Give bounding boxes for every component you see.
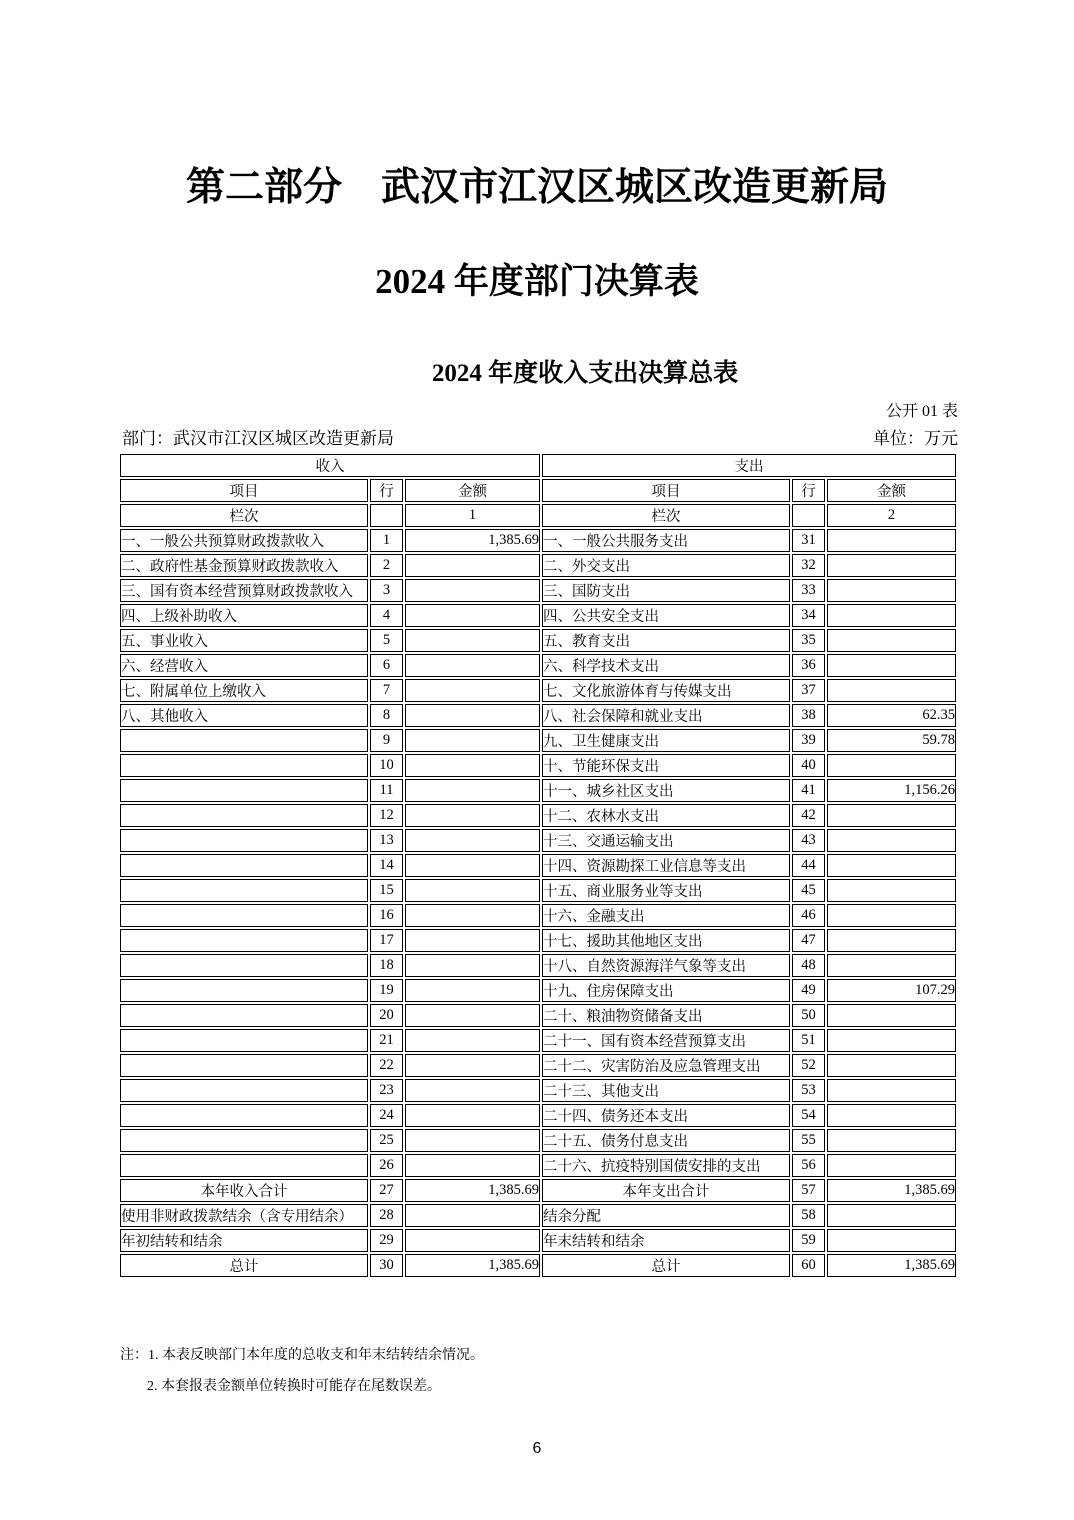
page-number: 6 bbox=[532, 1440, 542, 1457]
table-code-label: 公开 01 表 bbox=[885, 403, 958, 420]
expense-item-cell: 十二、农林水支出 bbox=[542, 804, 790, 827]
income-amount-cell bbox=[405, 1104, 540, 1127]
income-row-no-cell: 7 bbox=[370, 679, 403, 702]
table-row bbox=[120, 704, 956, 727]
expense-item-cell: 八、社会保障和就业支出 bbox=[542, 704, 790, 727]
table-row bbox=[120, 1129, 956, 1152]
income-row-no-cell: 11 bbox=[370, 779, 403, 802]
unit-label: 单位：万元 bbox=[873, 429, 958, 448]
table-row bbox=[120, 954, 956, 977]
expense-amount-cell bbox=[827, 1154, 956, 1177]
income-amount-cell bbox=[405, 1204, 540, 1227]
expense-amount-cell bbox=[827, 754, 956, 777]
income-item-cell bbox=[120, 1104, 368, 1127]
income-amount-cell bbox=[405, 554, 540, 577]
income-item-cell bbox=[120, 1154, 368, 1177]
income-amount-cell bbox=[405, 854, 540, 877]
table-row bbox=[120, 529, 956, 552]
notes bbox=[120, 1349, 958, 1394]
table-row bbox=[120, 629, 956, 652]
expense-group-header: 支出 bbox=[542, 454, 956, 477]
expense-amount-cell bbox=[827, 904, 956, 927]
table-row bbox=[120, 1029, 956, 1052]
expense-item-cell: 一、一般公共服务支出 bbox=[542, 529, 790, 552]
income-row-no-cell: 18 bbox=[370, 954, 403, 977]
expense-item-cell: 四、公共安全支出 bbox=[542, 604, 790, 627]
table-row bbox=[120, 779, 956, 802]
income-amount-cell bbox=[405, 654, 540, 677]
income-row-no-cell: 5 bbox=[370, 629, 403, 652]
income-row-no-cell: 24 bbox=[370, 1104, 403, 1127]
income-item-cell: 使用非财政拨款结余（含专用结余） bbox=[120, 1204, 368, 1227]
income-col-index-no: 1 bbox=[405, 504, 540, 527]
expense-col-index-label: 栏次 bbox=[542, 504, 790, 527]
table-row bbox=[120, 679, 956, 702]
expense-amount-cell bbox=[827, 804, 956, 827]
expense-amount-cell bbox=[827, 654, 956, 677]
income-item-cell: 八、其他收入 bbox=[120, 704, 368, 727]
expense-item-cell: 五、教育支出 bbox=[542, 629, 790, 652]
income-amount-cell bbox=[405, 1229, 540, 1252]
income-item-cell: 总计 bbox=[120, 1254, 368, 1277]
expense-amount-cell: 1,385.69 bbox=[827, 1179, 956, 1202]
income-col-index-rowno bbox=[370, 504, 403, 527]
expense-row-no-cell: 60 bbox=[792, 1254, 825, 1277]
expense-amount-cell bbox=[827, 679, 956, 702]
table-row bbox=[120, 854, 956, 877]
expense-row-no-header: 行 bbox=[792, 479, 825, 502]
expense-item-cell: 六、科学技术支出 bbox=[542, 654, 790, 677]
income-item-header: 项目 bbox=[120, 479, 368, 502]
income-amount-cell bbox=[405, 1129, 540, 1152]
expense-row-no-cell: 49 bbox=[792, 979, 825, 1002]
expense-amount-cell bbox=[827, 1004, 956, 1027]
table-title-wrap bbox=[0, 353, 1074, 389]
income-item-cell bbox=[120, 779, 368, 802]
income-item-cell bbox=[120, 904, 368, 927]
expense-item-cell: 十八、自然资源海洋气象等支出 bbox=[542, 954, 790, 977]
income-amount-cell bbox=[405, 579, 540, 602]
expense-row-no-cell: 46 bbox=[792, 904, 825, 927]
expense-row-no-cell: 54 bbox=[792, 1104, 825, 1127]
expense-amount-cell bbox=[827, 1129, 956, 1152]
expense-amount-cell bbox=[827, 554, 956, 577]
income-item-cell: 本年收入合计 bbox=[120, 1179, 368, 1202]
expense-amount-cell bbox=[827, 579, 956, 602]
column-index-row bbox=[120, 504, 956, 527]
income-row-no-cell: 4 bbox=[370, 604, 403, 627]
income-item-cell bbox=[120, 929, 368, 952]
income-amount-cell bbox=[405, 1154, 540, 1177]
income-amount-cell bbox=[405, 804, 540, 827]
expense-row-no-cell: 31 bbox=[792, 529, 825, 552]
table-row bbox=[120, 979, 956, 1002]
income-amount-cell bbox=[405, 1029, 540, 1052]
table-row bbox=[120, 1004, 956, 1027]
expense-amount-cell bbox=[827, 1054, 956, 1077]
income-amount-cell: 1,385.69 bbox=[405, 529, 540, 552]
income-amount-cell bbox=[405, 729, 540, 752]
income-amount-cell bbox=[405, 1004, 540, 1027]
expense-amount-header: 金额 bbox=[827, 479, 956, 502]
table-row bbox=[120, 929, 956, 952]
table-row bbox=[120, 1229, 956, 1252]
expense-row-no-cell: 48 bbox=[792, 954, 825, 977]
table-row bbox=[120, 1204, 956, 1227]
income-row-no-cell: 13 bbox=[370, 829, 403, 852]
expense-item-cell: 二十二、灾害防治及应急管理支出 bbox=[542, 1054, 790, 1077]
expense-row-no-cell: 47 bbox=[792, 929, 825, 952]
note-2: 2. 本套报表金额单位转换时可能存在尾数误差。 bbox=[147, 1379, 441, 1394]
expense-row-no-cell: 40 bbox=[792, 754, 825, 777]
expense-row-no-cell: 56 bbox=[792, 1154, 825, 1177]
expense-row-no-cell: 32 bbox=[792, 554, 825, 577]
income-row-no-cell: 8 bbox=[370, 704, 403, 727]
income-item-cell bbox=[120, 1054, 368, 1077]
income-item-cell: 六、经营收入 bbox=[120, 654, 368, 677]
income-row-no-cell: 22 bbox=[370, 1054, 403, 1077]
income-item-cell: 四、上级补助收入 bbox=[120, 604, 368, 627]
table-row bbox=[120, 554, 956, 577]
expense-row-no-cell: 34 bbox=[792, 604, 825, 627]
table-row bbox=[120, 579, 956, 602]
income-amount-cell bbox=[405, 604, 540, 627]
income-amount-cell bbox=[405, 1079, 540, 1102]
expense-item-cell: 年末结转和结余 bbox=[542, 1229, 790, 1252]
income-item-cell bbox=[120, 1129, 368, 1152]
income-row-no-cell: 12 bbox=[370, 804, 403, 827]
expense-row-no-cell: 45 bbox=[792, 879, 825, 902]
income-row-no-cell: 27 bbox=[370, 1179, 403, 1202]
income-group-header: 收入 bbox=[120, 454, 540, 477]
income-amount-cell bbox=[405, 929, 540, 952]
income-item-cell: 二、政府性基金预算财政拨款收入 bbox=[120, 554, 368, 577]
table-title: 2024 年度收入支出决算总表 bbox=[431, 360, 739, 387]
expense-row-no-cell: 51 bbox=[792, 1029, 825, 1052]
income-row-no-cell: 9 bbox=[370, 729, 403, 752]
expense-row-no-cell: 50 bbox=[792, 1004, 825, 1027]
expense-amount-cell: 62.35 bbox=[827, 704, 956, 727]
income-row-no-cell: 10 bbox=[370, 754, 403, 777]
expense-amount-cell bbox=[827, 854, 956, 877]
income-row-no-cell: 21 bbox=[370, 1029, 403, 1052]
expense-row-no-cell: 58 bbox=[792, 1204, 825, 1227]
expense-row-no-cell: 57 bbox=[792, 1179, 825, 1202]
income-item-cell bbox=[120, 829, 368, 852]
expense-row-no-cell: 43 bbox=[792, 829, 825, 852]
income-row-no-cell: 17 bbox=[370, 929, 403, 952]
income-item-cell: 五、事业收入 bbox=[120, 629, 368, 652]
expense-row-no-cell: 39 bbox=[792, 729, 825, 752]
expense-item-cell: 七、文化旅游体育与传媒支出 bbox=[542, 679, 790, 702]
expense-row-no-cell: 55 bbox=[792, 1129, 825, 1152]
income-item-cell: 七、附属单位上缴收入 bbox=[120, 679, 368, 702]
accounts-table bbox=[118, 452, 958, 1279]
expense-item-cell: 二十三、其他支出 bbox=[542, 1079, 790, 1102]
expense-item-cell: 十一、城乡社区支出 bbox=[542, 779, 790, 802]
expense-amount-cell: 1,385.69 bbox=[827, 1254, 956, 1277]
table-row bbox=[120, 1079, 956, 1102]
expense-item-cell: 十五、商业服务业等支出 bbox=[542, 879, 790, 902]
income-row-no-cell: 3 bbox=[370, 579, 403, 602]
income-amount-cell: 1,385.69 bbox=[405, 1254, 540, 1277]
income-row-no-cell: 1 bbox=[370, 529, 403, 552]
expense-row-no-cell: 59 bbox=[792, 1229, 825, 1252]
expense-row-no-cell: 35 bbox=[792, 629, 825, 652]
income-row-no-cell: 19 bbox=[370, 979, 403, 1002]
income-amount-cell bbox=[405, 954, 540, 977]
expense-amount-cell bbox=[827, 1079, 956, 1102]
income-item-cell: 一、一般公共预算财政拨款收入 bbox=[120, 529, 368, 552]
expense-item-header: 项目 bbox=[542, 479, 790, 502]
income-item-cell bbox=[120, 1004, 368, 1027]
expense-item-cell: 十七、援助其他地区支出 bbox=[542, 929, 790, 952]
expense-amount-cell bbox=[827, 1104, 956, 1127]
expense-amount-cell bbox=[827, 954, 956, 977]
expense-row-no-cell: 44 bbox=[792, 854, 825, 877]
income-item-cell: 三、国有资本经营预算财政拨款收入 bbox=[120, 579, 368, 602]
income-amount-cell bbox=[405, 904, 540, 927]
group-header-row bbox=[120, 454, 956, 477]
expense-item-cell: 二十四、债务还本支出 bbox=[542, 1104, 790, 1127]
expense-amount-cell bbox=[827, 1229, 956, 1252]
expense-item-cell: 二十五、债务付息支出 bbox=[542, 1129, 790, 1152]
income-item-cell: 年初结转和结余 bbox=[120, 1229, 368, 1252]
expense-row-no-cell: 52 bbox=[792, 1054, 825, 1077]
expense-amount-cell bbox=[827, 879, 956, 902]
expense-item-cell: 总计 bbox=[542, 1254, 790, 1277]
expense-row-no-cell: 37 bbox=[792, 679, 825, 702]
income-amount-cell bbox=[405, 679, 540, 702]
expense-item-cell: 本年支出合计 bbox=[542, 1179, 790, 1202]
expense-row-no-cell: 38 bbox=[792, 704, 825, 727]
expense-item-cell: 二、外交支出 bbox=[542, 554, 790, 577]
income-row-no-cell: 28 bbox=[370, 1204, 403, 1227]
expense-amount-cell bbox=[827, 829, 956, 852]
income-row-no-cell: 15 bbox=[370, 879, 403, 902]
table-row bbox=[120, 754, 956, 777]
table-meta-row bbox=[122, 424, 958, 449]
table-row bbox=[120, 1254, 956, 1277]
expense-row-no-cell: 53 bbox=[792, 1079, 825, 1102]
expense-amount-cell bbox=[827, 929, 956, 952]
income-amount-cell bbox=[405, 779, 540, 802]
income-row-no-cell: 2 bbox=[370, 554, 403, 577]
income-col-index-label: 栏次 bbox=[120, 504, 368, 527]
expense-row-no-cell: 36 bbox=[792, 654, 825, 677]
table-row bbox=[120, 1179, 956, 1202]
income-amount-cell bbox=[405, 629, 540, 652]
expense-item-cell: 二十六、抗疫特别国债安排的支出 bbox=[542, 1154, 790, 1177]
table-row bbox=[120, 1154, 956, 1177]
income-row-no-cell: 25 bbox=[370, 1129, 403, 1152]
table-row bbox=[120, 654, 956, 677]
income-row-no-cell: 26 bbox=[370, 1154, 403, 1177]
income-amount-cell bbox=[405, 829, 540, 852]
department-label: 部门：武汉市江汉区城区改造更新局 bbox=[122, 429, 394, 448]
table-row bbox=[120, 904, 956, 927]
expense-item-cell: 十四、资源勘探工业信息等支出 bbox=[542, 854, 790, 877]
table-row bbox=[120, 1104, 956, 1127]
column-header-row bbox=[120, 479, 956, 502]
table-row bbox=[120, 829, 956, 852]
income-amount-cell bbox=[405, 879, 540, 902]
income-row-no-header: 行 bbox=[370, 479, 403, 502]
expense-item-cell: 九、卫生健康支出 bbox=[542, 729, 790, 752]
income-item-cell bbox=[120, 754, 368, 777]
expense-amount-cell: 59.78 bbox=[827, 729, 956, 752]
income-amount-cell bbox=[405, 979, 540, 1002]
income-item-cell bbox=[120, 1029, 368, 1052]
part-title: 第二部分 武汉市江汉区城区改造更新局 bbox=[185, 166, 888, 209]
table-body bbox=[120, 529, 956, 1277]
expense-row-no-cell: 42 bbox=[792, 804, 825, 827]
expense-item-cell: 结余分配 bbox=[542, 1204, 790, 1227]
income-row-no-cell: 29 bbox=[370, 1229, 403, 1252]
table-row bbox=[120, 729, 956, 752]
expense-amount-cell bbox=[827, 629, 956, 652]
expense-amount-cell bbox=[827, 1204, 956, 1227]
expense-col-index-rowno bbox=[792, 504, 825, 527]
expense-row-no-cell: 41 bbox=[792, 779, 825, 802]
expense-item-cell: 十九、住房保障支出 bbox=[542, 979, 790, 1002]
expense-amount-cell bbox=[827, 604, 956, 627]
income-item-cell bbox=[120, 1079, 368, 1102]
income-item-cell bbox=[120, 879, 368, 902]
income-row-no-cell: 16 bbox=[370, 904, 403, 927]
expense-row-no-cell: 33 bbox=[792, 579, 825, 602]
income-item-cell bbox=[120, 804, 368, 827]
expense-amount-cell: 1,156.26 bbox=[827, 779, 956, 802]
table-row bbox=[120, 1054, 956, 1077]
income-row-no-cell: 20 bbox=[370, 1004, 403, 1027]
expense-amount-cell bbox=[827, 529, 956, 552]
income-amount-cell bbox=[405, 704, 540, 727]
expense-item-cell: 十三、交通运输支出 bbox=[542, 829, 790, 852]
income-item-cell bbox=[120, 729, 368, 752]
expense-item-cell: 二十一、国有资本经营预算支出 bbox=[542, 1029, 790, 1052]
expense-item-cell: 十、节能环保支出 bbox=[542, 754, 790, 777]
income-amount-header: 金额 bbox=[405, 479, 540, 502]
income-row-no-cell: 6 bbox=[370, 654, 403, 677]
income-amount-cell bbox=[405, 1054, 540, 1077]
expense-amount-cell: 107.29 bbox=[827, 979, 956, 1002]
expense-item-cell: 三、国防支出 bbox=[542, 579, 790, 602]
table-row bbox=[120, 604, 956, 627]
income-item-cell bbox=[120, 854, 368, 877]
income-row-no-cell: 14 bbox=[370, 854, 403, 877]
income-item-cell bbox=[120, 954, 368, 977]
income-item-cell bbox=[120, 979, 368, 1002]
note-1: 注：1. 本表反映部门本年度的总收支和年末结转结余情况。 bbox=[120, 1348, 484, 1363]
expense-item-cell: 二十、粮油物资储备支出 bbox=[542, 1004, 790, 1027]
table-row bbox=[120, 804, 956, 827]
income-row-no-cell: 30 bbox=[370, 1254, 403, 1277]
doc-title: 2024 年度部门决算表 bbox=[375, 262, 699, 301]
expense-amount-cell bbox=[827, 1029, 956, 1052]
income-amount-cell bbox=[405, 754, 540, 777]
expense-col-index-no: 2 bbox=[827, 504, 956, 527]
income-row-no-cell: 23 bbox=[370, 1079, 403, 1102]
income-amount-cell: 1,385.69 bbox=[405, 1179, 540, 1202]
expense-item-cell: 十六、金融支出 bbox=[542, 904, 790, 927]
table-row bbox=[120, 879, 956, 902]
